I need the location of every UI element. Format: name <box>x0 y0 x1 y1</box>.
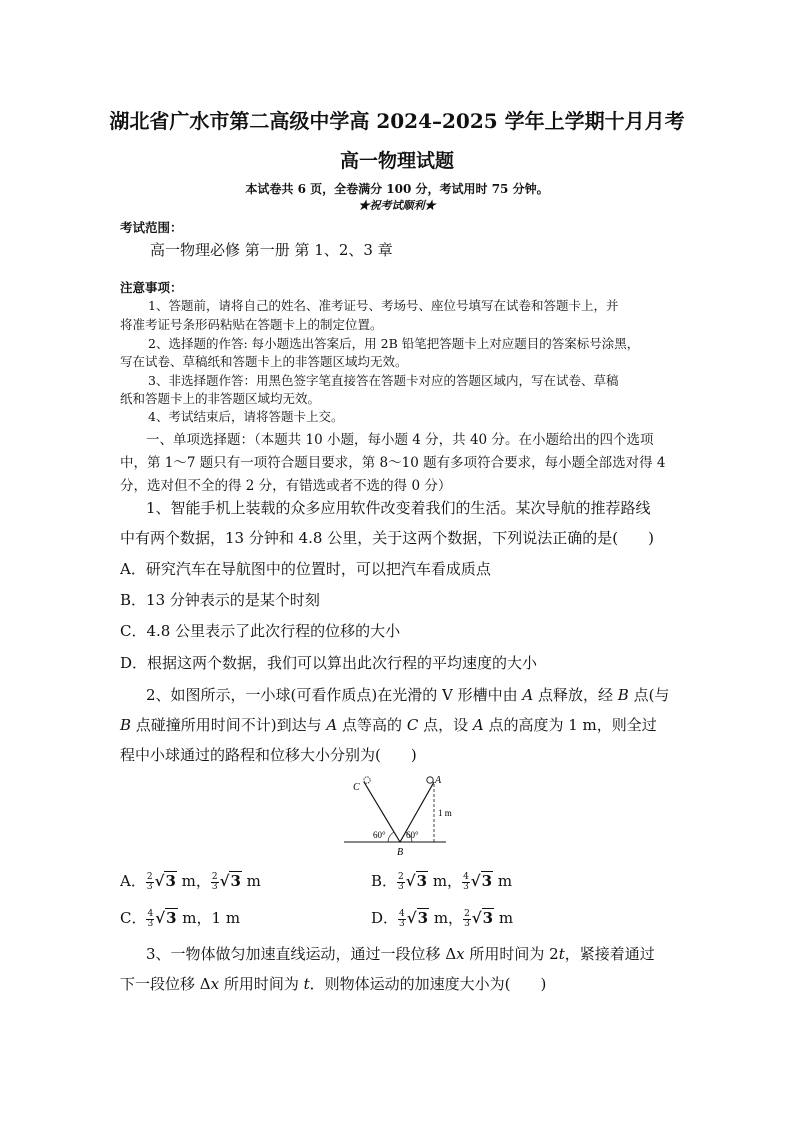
angle-arc-left <box>388 832 394 842</box>
section-line: 分，选对但不全的得 2 分，有错选或者不选的得 0 分） <box>120 478 452 494</box>
q1-option-a: A．研究汽车在导航图中的位置时，可以把汽车看成质点 <box>120 560 491 578</box>
q1-stem-line: 1、智能手机上装载的众多应用软件改变着我们的生活。某次导航的推荐路线 <box>146 499 651 517</box>
scope-content: 高一物理必修 第一册 第 1、2、3 章 <box>150 241 393 259</box>
v-groove-figure <box>330 770 460 860</box>
q2-option-b: B． $\frac{2}{3}$ √3 m， $\frac{4}{3}$ √3 m <box>371 871 513 892</box>
note-line: 1、答题前，请将自己的姓名、准考证号、考场号、座位号填写在试卷和答题卡上，并 <box>148 298 619 313</box>
label-angle-right: 60° <box>406 830 419 840</box>
label-height: 1 m <box>438 808 452 818</box>
note-line: 4、考试结束后，请将答题卡上交。 <box>148 409 344 424</box>
section-line: 中，第 1～7 题只有一项符合题目要求，第 8～10 题有多项符合要求，每小题全部选对得 4 <box>120 455 666 471</box>
note-line: 将准考证号条形码粘贴在答题卡上的制定位置。 <box>120 317 383 332</box>
q2-option-c: C． $\frac{4}{3}$ √3 m，1 m <box>120 908 241 929</box>
label-angle-left: 60° <box>373 830 386 840</box>
q1-option-b: B．13 分钟表示的是某个时刻 <box>120 591 320 609</box>
ball-a-marker <box>427 777 433 783</box>
label-b: B <box>397 847 404 858</box>
section-line: 一、单项选择题：（本题共 10 小题，每小题 4 分，共 40 分。在小题给出的四个选项 <box>146 432 654 448</box>
q3-stem-line: 下一段位移 Δx 所用时间为 t．则物体运动的加速度大小为( ) <box>120 975 547 993</box>
q1-stem-line: 中有两个数据，13 分钟和 4.8 公里，关于这两个数据，下列说法正确的是( ) <box>120 529 654 547</box>
q2-option-a: A． $\frac{2}{3}$ √3 m， $\frac{2}{3}$ √3 m <box>120 871 261 892</box>
scope-label: 考试范围： <box>120 220 183 235</box>
q1-option-d: D．根据这两个数据，我们可以算出此次行程的平均速度的大小 <box>120 654 538 672</box>
q2-stem-line: B 点碰撞所用时间不计)到达与 A 点等高的 C 点，设 A 点的高度为 1 m，则全过 <box>120 716 657 734</box>
q2-stem-line: 程中小球通过的路程和位移大小分别为( ) <box>120 746 417 764</box>
note-line: 3、非选择题作答：用黑色签字笔直接答在答题卡对应的答题区域内，写在试卷、草稿 <box>148 373 619 388</box>
q1-option-c: C．4.8 公里表示了此次行程的位移的大小 <box>120 622 401 640</box>
exam-subtitle: 高一物理试题 <box>339 150 454 172</box>
exam-title: 湖北省广水市第二高级中学高 2024–2025 学年上学期十月月考 <box>109 109 685 133</box>
label-c: C <box>353 782 360 793</box>
label-a: A <box>435 775 442 786</box>
q2-stem-line: 2、如图所示，一小球(可看作质点)在光滑的 V 形槽中由 A 点释放，经 B 点(与 <box>146 686 670 704</box>
note-line: 2、选择题的作答: 每小题选出答案后，用 2B 铅笔把答题卡上对应题目的答案标号涂黑， <box>148 336 640 351</box>
q2-option-d: D． $\frac{4}{3}$ √3 m， $\frac{2}{3}$ √3 m <box>371 908 514 929</box>
q3-stem-line: 3、一物体做匀加速直线运动，通过一段位移 Δx 所用时间为 2t，紧接着通过 <box>146 945 655 963</box>
notes-label: 注意事项： <box>120 280 183 295</box>
exam-blessing: ★祝考试顺利★ <box>358 199 436 212</box>
note-line: 纸和答题卡上的非答题区域均无效。 <box>120 391 321 406</box>
exam-info: 本试卷共 6 页，全卷满分 100 分，考试用时 75 分钟。 <box>245 182 549 196</box>
note-line: 写在试卷、草稿纸和答题卡上的非答题区域均无效。 <box>120 354 408 369</box>
